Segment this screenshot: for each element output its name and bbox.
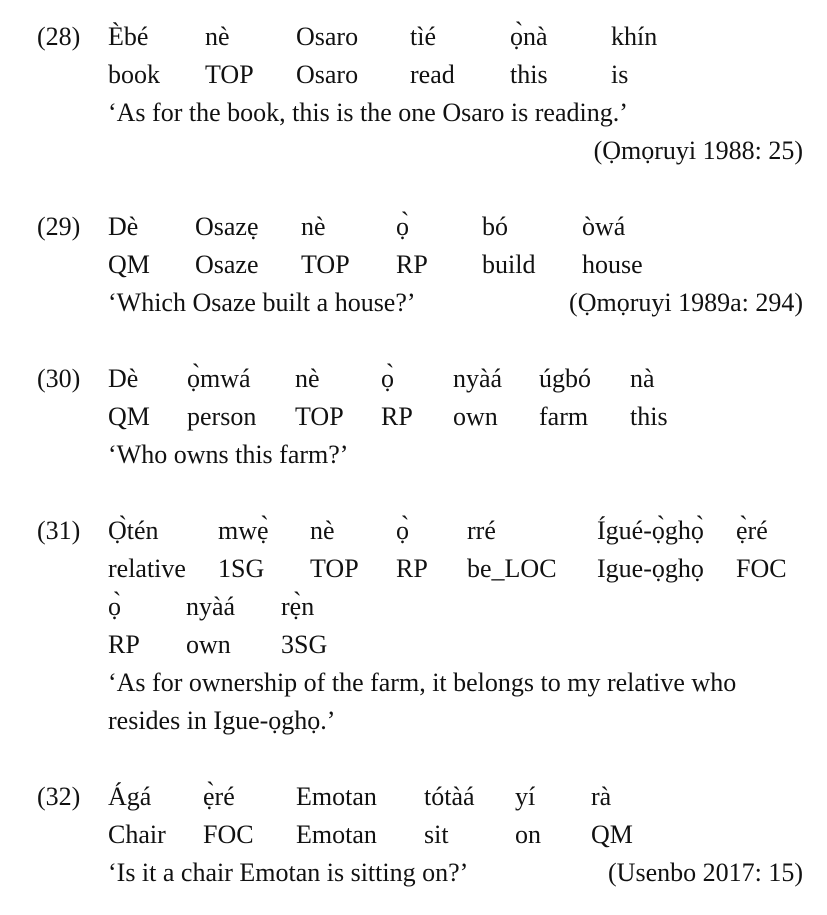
example-number: (30) <box>37 364 81 393</box>
gloss: build <box>482 250 536 279</box>
gloss-line-2 <box>0 626 827 664</box>
word: úgbó <box>539 364 591 393</box>
gloss: QM <box>108 402 150 431</box>
gloss: own <box>453 402 498 431</box>
gloss: this <box>510 60 548 89</box>
gloss: 3SG <box>281 630 328 659</box>
gloss: Osaze <box>195 250 259 279</box>
word: Osazẹ <box>195 212 259 241</box>
gloss-line <box>0 816 827 854</box>
gloss: TOP <box>301 250 350 279</box>
translation: ‘As for the book, this is the one Osaro is reading.’ <box>108 98 628 127</box>
gloss: relative <box>108 554 186 583</box>
vernacular-line-2 <box>0 588 827 626</box>
example-number: (32) <box>37 782 81 811</box>
word: ẹ̀ré <box>203 782 235 811</box>
gloss: TOP <box>205 60 254 89</box>
gloss: read <box>410 60 455 89</box>
citation: (Ọmọruyi 1989a: 294) <box>569 288 803 317</box>
word: nè <box>301 212 326 241</box>
word: Èbé <box>108 22 149 51</box>
gloss-line <box>0 56 827 94</box>
gloss: Chair <box>108 820 166 849</box>
word: ẹ̀ré <box>736 516 768 545</box>
word: òwá <box>582 212 626 241</box>
citation: (Usenbo 2017: 15) <box>608 858 803 887</box>
gloss: RP <box>396 554 428 583</box>
gloss: farm <box>539 402 589 431</box>
translation-line-2: resides in Igue-ọghọ.’ <box>108 706 336 735</box>
gloss: QM <box>108 250 150 279</box>
translation: ‘Is it a chair Emotan is sitting on?’ <box>108 858 469 887</box>
word: rré <box>467 516 496 545</box>
example-number: (31) <box>37 516 81 545</box>
gloss: Igue-ọghọ <box>597 554 704 583</box>
word: mwẹ̀ <box>218 516 269 545</box>
gloss: is <box>611 60 629 89</box>
gloss-line <box>0 246 827 284</box>
word: ọ̀nà <box>510 22 548 51</box>
example-number: (29) <box>37 212 81 241</box>
word: Ígué-ọ̀ghọ̀ <box>597 516 704 545</box>
gloss: FOC <box>736 554 787 583</box>
word: Ágá <box>108 782 152 811</box>
word: khín <box>611 22 658 51</box>
translation: ‘Who owns this farm?’ <box>108 440 349 469</box>
gloss-line <box>0 398 827 436</box>
gloss: RP <box>396 250 428 279</box>
gloss: Emotan <box>296 820 377 849</box>
gloss: Osaro <box>296 60 359 89</box>
word: Emotan <box>296 782 377 811</box>
word: nyàá <box>453 364 503 393</box>
vernacular-line <box>0 512 827 550</box>
citation: (Ọmọruyi 1988: 25) <box>593 136 803 165</box>
gloss: house <box>582 250 643 279</box>
translation: ‘Which Osaze built a house?’ <box>108 288 416 317</box>
word: yí <box>515 782 536 811</box>
word: tìé <box>410 22 436 51</box>
example-number: (28) <box>37 22 81 51</box>
vernacular-line <box>0 778 827 816</box>
vernacular-line <box>0 208 827 246</box>
gloss: own <box>186 630 231 659</box>
gloss: sit <box>424 820 449 849</box>
gloss: 1SG <box>218 554 265 583</box>
gloss: book <box>108 60 160 89</box>
word: bó <box>482 212 508 241</box>
gloss-line <box>0 550 827 588</box>
word: Ọ̀tén <box>108 516 159 545</box>
translation-line-1: ‘As for ownership of the farm, it belongs to my relative who <box>108 668 737 697</box>
word: nè <box>310 516 335 545</box>
gloss: on <box>515 820 541 849</box>
word: ọ̀ <box>396 212 409 241</box>
gloss: FOC <box>203 820 254 849</box>
word: ọ̀mwá <box>187 364 251 393</box>
word: nè <box>205 22 230 51</box>
word: Dè <box>108 212 139 241</box>
word: nyàá <box>186 592 236 621</box>
gloss: RP <box>108 630 140 659</box>
gloss: RP <box>381 402 413 431</box>
word: rẹ̀n <box>281 592 315 621</box>
word: nà <box>630 364 655 393</box>
vernacular-line <box>0 360 827 398</box>
word: tótàá <box>424 782 475 811</box>
gloss: TOP <box>310 554 359 583</box>
word: rà <box>591 782 612 811</box>
word: ọ̀ <box>396 516 409 545</box>
word: nè <box>295 364 320 393</box>
word: Osaro <box>296 22 359 51</box>
word: ọ̀ <box>381 364 394 393</box>
gloss: QM <box>591 820 633 849</box>
word: ọ̀ <box>108 592 121 621</box>
vernacular-line <box>0 18 827 56</box>
word: Dè <box>108 364 139 393</box>
gloss: TOP <box>295 402 344 431</box>
gloss: this <box>630 402 668 431</box>
gloss: be_LOC <box>467 554 557 583</box>
gloss: person <box>187 402 257 431</box>
